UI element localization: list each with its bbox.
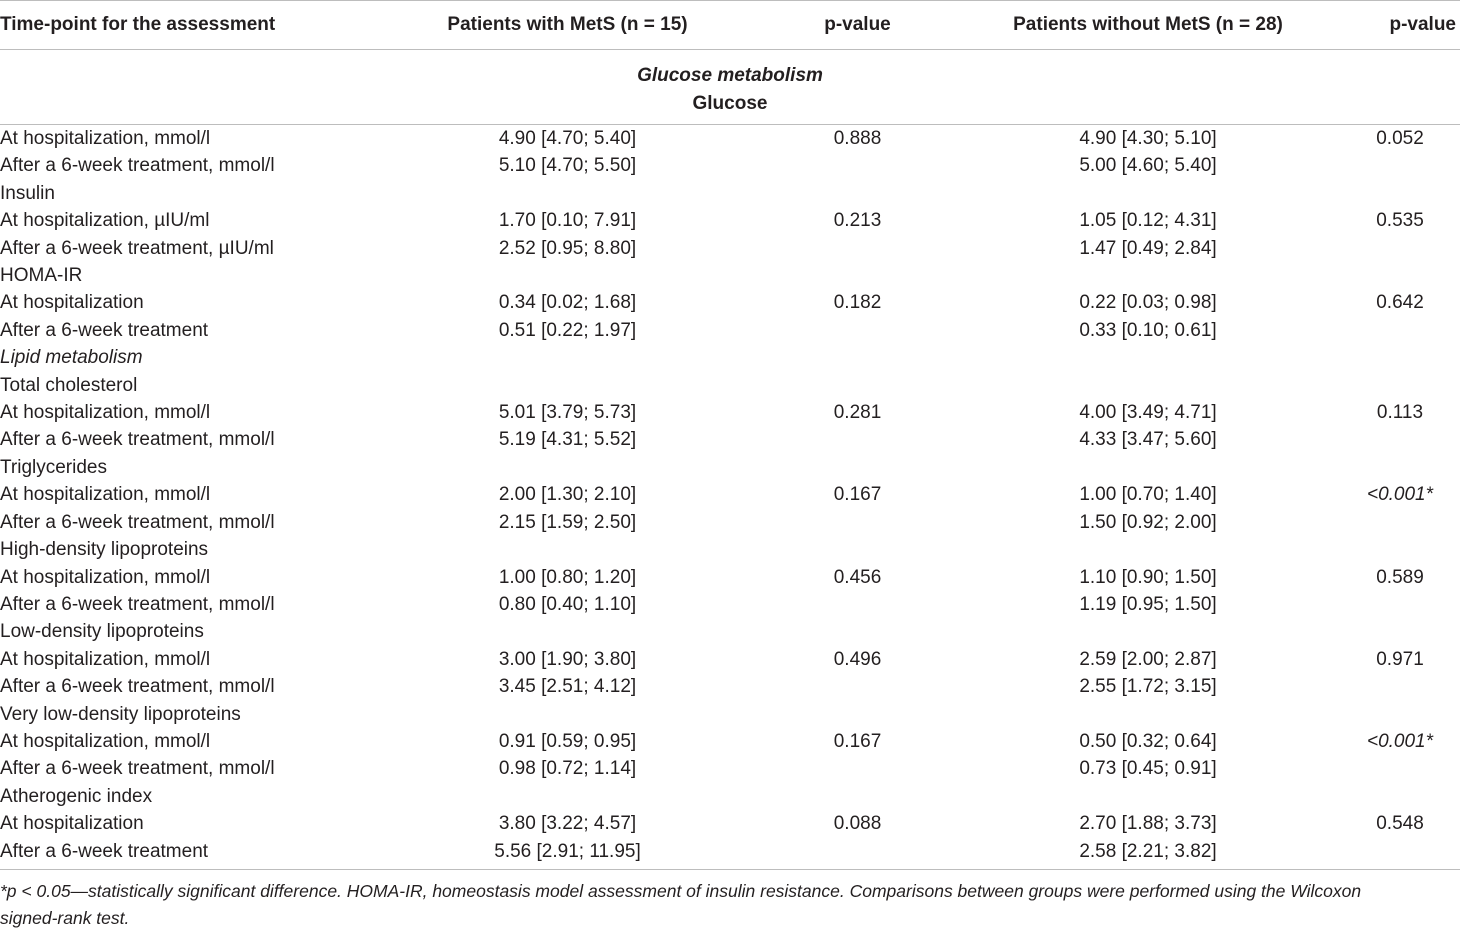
mets-value: 3.45 [2.51; 4.12]: [498, 676, 637, 698]
group-label: Insulin: [0, 182, 55, 204]
row-label: After a 6-week treatment: [0, 319, 209, 341]
header-p-value-mets: p-value: [735, 1, 980, 50]
row-label: At hospitalization, µIU/ml: [0, 210, 210, 232]
p-value-mets: 0.167: [833, 730, 882, 752]
group-row: [0, 701, 1460, 728]
mets-value: 2.15 [1.59; 2.50]: [498, 511, 637, 533]
p-value-no-mets: 0.548: [1376, 813, 1424, 835]
table-row: [0, 426, 1460, 453]
group-row: [0, 783, 1460, 810]
group-label: High-density lipoproteins: [0, 539, 209, 561]
table-row: [0, 317, 1460, 344]
group-label: Total cholesterol: [0, 374, 138, 396]
header-timepoint: Time-point for the assessment: [0, 1, 400, 50]
footnote-row: [0, 869, 1460, 932]
no-mets-value: 1.05 [0.12; 4.31]: [1079, 210, 1217, 232]
table-row: [0, 125, 1460, 152]
no-mets-value: 1.47 [0.49; 2.84]: [1079, 237, 1217, 259]
row-label: After a 6-week treatment, µIU/ml: [0, 237, 274, 259]
table-row: [0, 509, 1460, 536]
mets-value: 5.10 [4.70; 5.50]: [498, 155, 637, 177]
table-row: [0, 591, 1460, 618]
section-header: [0, 50, 1460, 126]
p-value-mets: [735, 426, 980, 453]
table-row: [0, 289, 1460, 316]
header-mets: Patients with MetS (n = 15): [400, 1, 735, 50]
table-row: [0, 755, 1460, 782]
table-row: [0, 235, 1460, 262]
p-value-mets: 0.888: [833, 128, 882, 149]
no-mets-value: 0.73 [0.45; 0.91]: [1079, 758, 1217, 780]
table-row: [0, 481, 1460, 508]
mets-value: 3.00 [1.90; 3.80]: [498, 648, 637, 670]
no-mets-value: 2.58 [2.21; 3.82]: [1079, 840, 1217, 862]
mets-value: 5.01 [3.79; 5.73]: [498, 402, 637, 424]
no-mets-value: 0.50 [0.32; 0.64]: [1079, 730, 1217, 752]
p-value-no-mets: 0.642: [1376, 292, 1424, 314]
mets-value: 4.90 [4.70; 5.40]: [498, 128, 637, 149]
p-value-no-mets: [1316, 509, 1460, 536]
header-p-value-no-mets: p-value: [1316, 1, 1460, 50]
group-label: Lipid metabolism: [0, 347, 143, 369]
no-mets-value: 4.00 [3.49; 4.71]: [1079, 402, 1217, 424]
table-row: [0, 207, 1460, 234]
p-value-mets: 0.182: [833, 292, 882, 314]
table-row: [0, 152, 1460, 179]
p-value-no-mets: 0.971: [1376, 648, 1424, 670]
row-label: At hospitalization, mmol/l: [0, 566, 211, 588]
p-value-no-mets: [1316, 317, 1460, 344]
no-mets-value: 0.33 [0.10; 0.61]: [1079, 319, 1217, 341]
group-row: [0, 372, 1460, 399]
no-mets-value: 1.50 [0.92; 2.00]: [1079, 511, 1217, 533]
p-value-mets: [735, 755, 980, 782]
mets-value: 1.70 [0.10; 7.91]: [498, 210, 637, 232]
table-body: [0, 50, 1460, 870]
group-row: [0, 536, 1460, 563]
mets-value: 1.00 [0.80; 1.20]: [498, 566, 637, 588]
mets-value: 2.00 [1.30; 2.10]: [498, 484, 637, 506]
row-label: At hospitalization, mmol/l: [0, 648, 211, 670]
p-value-mets: [735, 838, 980, 870]
p-value-no-mets: [1316, 152, 1460, 179]
p-value-no-mets: [1316, 838, 1460, 870]
no-mets-value: 4.33 [3.47; 5.60]: [1079, 429, 1217, 451]
no-mets-value: 0.22 [0.03; 0.98]: [1079, 292, 1217, 314]
p-value-mets: [735, 673, 980, 700]
mets-value: 0.91 [0.59; 0.95]: [498, 730, 637, 752]
section-header-row: [0, 50, 1460, 126]
row-label: At hospitalization, mmol/l: [0, 484, 211, 506]
header-row: [0, 1, 1460, 50]
p-value-no-mets: [1316, 426, 1460, 453]
mets-value: 0.51 [0.22; 1.97]: [498, 319, 637, 341]
table-row: [0, 564, 1460, 591]
mets-value: 0.80 [0.40; 1.10]: [498, 593, 637, 615]
no-mets-value: 5.00 [4.60; 5.40]: [1079, 155, 1217, 177]
p-value-mets: 0.456: [833, 566, 882, 588]
mets-value: 0.98 [0.72; 1.14]: [498, 758, 637, 780]
footnote: *p < 0.05—statistically significant difference. HOMA-IR, homeostasis model assessment of insulin resistance. Comparisons between groups were performed using the Wilcoxon signed-rank test.: [0, 869, 1460, 932]
group-row: [0, 262, 1460, 289]
row-label: At hospitalization, mmol/l: [0, 128, 211, 149]
row-label: At hospitalization: [0, 813, 144, 835]
p-value-mets: [735, 591, 980, 618]
p-value-no-mets: [1316, 591, 1460, 618]
p-value-no-mets: <0.001*: [1366, 484, 1434, 506]
table-row: [0, 810, 1460, 837]
group-label: Atherogenic index: [0, 785, 153, 807]
no-mets-value: 1.19 [0.95; 1.50]: [1079, 593, 1217, 615]
table-row: [0, 399, 1460, 426]
group-row: [0, 180, 1460, 207]
group-label: Low-density lipoproteins: [0, 621, 204, 643]
p-value-mets: 0.281: [833, 402, 882, 424]
p-value-mets: 0.088: [833, 813, 882, 835]
no-mets-value: 1.00 [0.70; 1.40]: [1079, 484, 1217, 506]
row-label: After a 6-week treatment, mmol/l: [0, 676, 275, 698]
p-value-no-mets: 0.113: [1376, 402, 1424, 424]
row-label: At hospitalization: [0, 292, 144, 314]
group-label: HOMA-IR: [0, 265, 83, 287]
p-value-mets: [735, 509, 980, 536]
no-mets-value: 2.55 [1.72; 3.15]: [1079, 676, 1217, 698]
p-value-no-mets: 0.589: [1376, 566, 1424, 588]
p-value-mets: [735, 317, 980, 344]
p-value-no-mets: 0.052: [1376, 128, 1424, 149]
row-label: At hospitalization, mmol/l: [0, 730, 211, 752]
group-label: Triglycerides: [0, 456, 107, 478]
row-label: After a 6-week treatment, mmol/l: [0, 429, 275, 451]
mets-value: 3.80 [3.22; 4.57]: [498, 813, 637, 835]
section-title: Glucose metabolism: [637, 65, 823, 86]
group-label: Very low-density lipoproteins: [0, 703, 241, 725]
table-row: [0, 673, 1460, 700]
no-mets-value: 2.70 [1.88; 3.73]: [1079, 813, 1217, 835]
mets-value: 0.34 [0.02; 1.68]: [498, 292, 637, 314]
group-row: [0, 618, 1460, 645]
table-row: [0, 728, 1460, 755]
header-no-mets: Patients without MetS (n = 28): [980, 1, 1316, 50]
section-subtitle: Glucose: [692, 93, 768, 114]
no-mets-value: 1.10 [0.90; 1.50]: [1079, 566, 1217, 588]
row-label: After a 6-week treatment, mmol/l: [0, 758, 275, 780]
p-value-no-mets: 0.535: [1376, 210, 1424, 232]
row-label: After a 6-week treatment: [0, 840, 209, 862]
p-value-no-mets: [1316, 673, 1460, 700]
row-label: At hospitalization, mmol/l: [0, 402, 211, 424]
p-value-mets: [735, 152, 980, 179]
group-row: [0, 344, 1460, 371]
mets-value: 5.19 [4.31; 5.52]: [498, 429, 637, 451]
p-value-no-mets: [1316, 755, 1460, 782]
no-mets-value: 4.90 [4.30; 5.10]: [1079, 128, 1217, 149]
table-row: [0, 838, 1460, 870]
p-value-mets: 0.213: [833, 210, 882, 232]
group-row: [0, 454, 1460, 481]
mets-value: 2.52 [0.95; 8.80]: [498, 237, 637, 259]
p-value-no-mets: [1316, 235, 1460, 262]
p-value-mets: [735, 235, 980, 262]
table-row: [0, 646, 1460, 673]
row-label: After a 6-week treatment, mmol/l: [0, 155, 275, 177]
p-value-no-mets: <0.001*: [1366, 730, 1434, 752]
no-mets-value: 2.59 [2.00; 2.87]: [1079, 648, 1217, 670]
p-value-mets: 0.496: [833, 648, 882, 670]
row-label: After a 6-week treatment, mmol/l: [0, 511, 275, 533]
row-label: After a 6-week treatment, mmol/l: [0, 593, 275, 615]
p-value-mets: 0.167: [833, 484, 882, 506]
mets-value: 5.56 [2.91; 11.95]: [494, 840, 641, 862]
